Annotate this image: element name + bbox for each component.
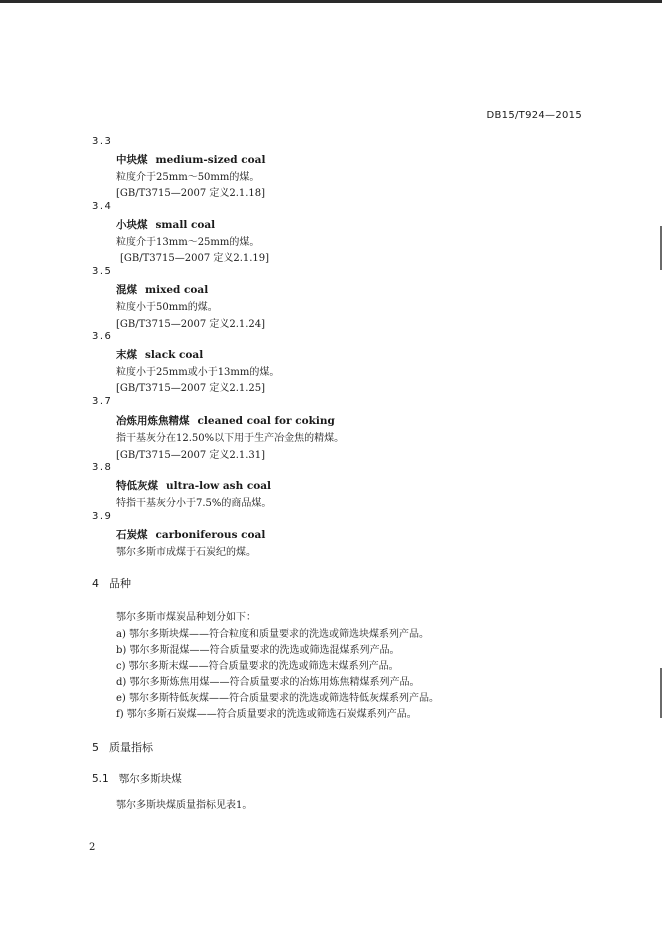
page-number: 2 (89, 842, 96, 853)
list-item: e) 鄂尔多斯特低灰煤——符合质量要求的洗选或筛选特低灰煤系列产品。 (116, 693, 439, 704)
term-definition: 粒度小于50mm的煤。 (116, 302, 218, 313)
scan-top-border (0, 0, 662, 3)
section-title: 质量指标 (109, 741, 153, 754)
section-heading (92, 739, 153, 755)
term-reference: [GB/T3715—2007 定义2.1.31] (116, 450, 266, 461)
term-title (116, 413, 335, 428)
term-en: slack coal (145, 349, 204, 361)
term-definition: 特指干基灰分小于7.5%的商品煤。 (116, 498, 272, 509)
list-item: b) 鄂尔多斯混煤——符合质量要求的洗选或筛选混煤系列产品。 (116, 645, 400, 656)
term-en: small coal (155, 219, 216, 231)
term-reference: [GB/T3715—2007 定义2.1.24] (116, 319, 266, 330)
term-definition: 粒度介于25mm～50mm的煤。 (116, 172, 260, 183)
term-reference: [GB/T3715—2007 定义2.1.25] (116, 383, 266, 394)
term-en: ultra-low ash coal (166, 480, 272, 492)
term-zh: 混煤 (116, 284, 137, 296)
term-title (116, 527, 265, 542)
section-number: 4 (92, 577, 99, 590)
list-item: c) 鄂尔多斯末煤——符合质量要求的洗选或筛选末煤系列产品。 (116, 661, 399, 672)
term-zh: 特低灰煤 (116, 480, 158, 492)
term-title (116, 282, 208, 297)
term-zh: 冶炼用炼焦精煤 (116, 415, 190, 427)
term-zh: 末煤 (116, 349, 137, 361)
term-definition: 指干基灰分在12.50%以下用于生产冶金焦的精煤。 (116, 433, 345, 444)
clause-number: 3.3 (92, 136, 113, 147)
clause-number: 3.7 (92, 396, 113, 407)
subsection-number: 5.1 (92, 773, 109, 785)
section-intro: 鄂尔多斯市煤炭品种划分如下： (116, 612, 256, 623)
term-en: mixed coal (145, 284, 209, 296)
term-en: carboniferous coal (155, 529, 266, 541)
section-heading (92, 575, 131, 591)
list-item: a) 鄂尔多斯块煤——符合粒度和质量要求的洗选或筛选块煤系列产品。 (116, 629, 430, 640)
document-code: DB15/T924—2015 (486, 110, 582, 121)
clause-number: 3.8 (92, 462, 113, 473)
subsection-text: 鄂尔多斯块煤质量指标见表1。 (116, 800, 253, 811)
term-title (116, 478, 271, 493)
section-number: 5 (92, 741, 99, 754)
term-definition: 鄂尔多斯市成煤于石炭纪的煤。 (116, 547, 256, 558)
list-item: f) 鄂尔多斯石炭煤——符合质量要求的洗选或筛选石炭煤系列产品。 (116, 709, 417, 720)
term-definition: 粒度介于13mm～25mm的煤。 (116, 237, 260, 248)
clause-number: 3.4 (92, 201, 113, 212)
list-item: d) 鄂尔多斯炼焦用煤——符合质量要求的冶炼用炼焦精煤系列产品。 (116, 677, 420, 688)
section-title: 品种 (109, 577, 131, 590)
subsection-heading (92, 771, 182, 786)
term-title (116, 217, 215, 232)
term-en: cleaned coal for coking (197, 415, 335, 427)
term-definition: 粒度小于25mm或小于13mm的煤。 (116, 367, 280, 378)
term-en: medium-sized coal (155, 154, 266, 166)
clause-number: 3.6 (92, 331, 113, 342)
clause-number: 3.9 (92, 511, 113, 522)
term-zh: 小块煤 (116, 219, 148, 231)
term-zh: 中块煤 (116, 154, 148, 166)
clause-number: 3.5 (92, 266, 113, 277)
subsection-title: 鄂尔多斯块煤 (118, 773, 182, 785)
term-zh: 石炭煤 (116, 529, 148, 541)
term-reference: [GB/T3715—2007 定义2.1.19] (120, 253, 270, 264)
term-title (116, 152, 265, 167)
term-title (116, 347, 203, 362)
term-reference: [GB/T3715—2007 定义2.1.18] (116, 188, 266, 199)
